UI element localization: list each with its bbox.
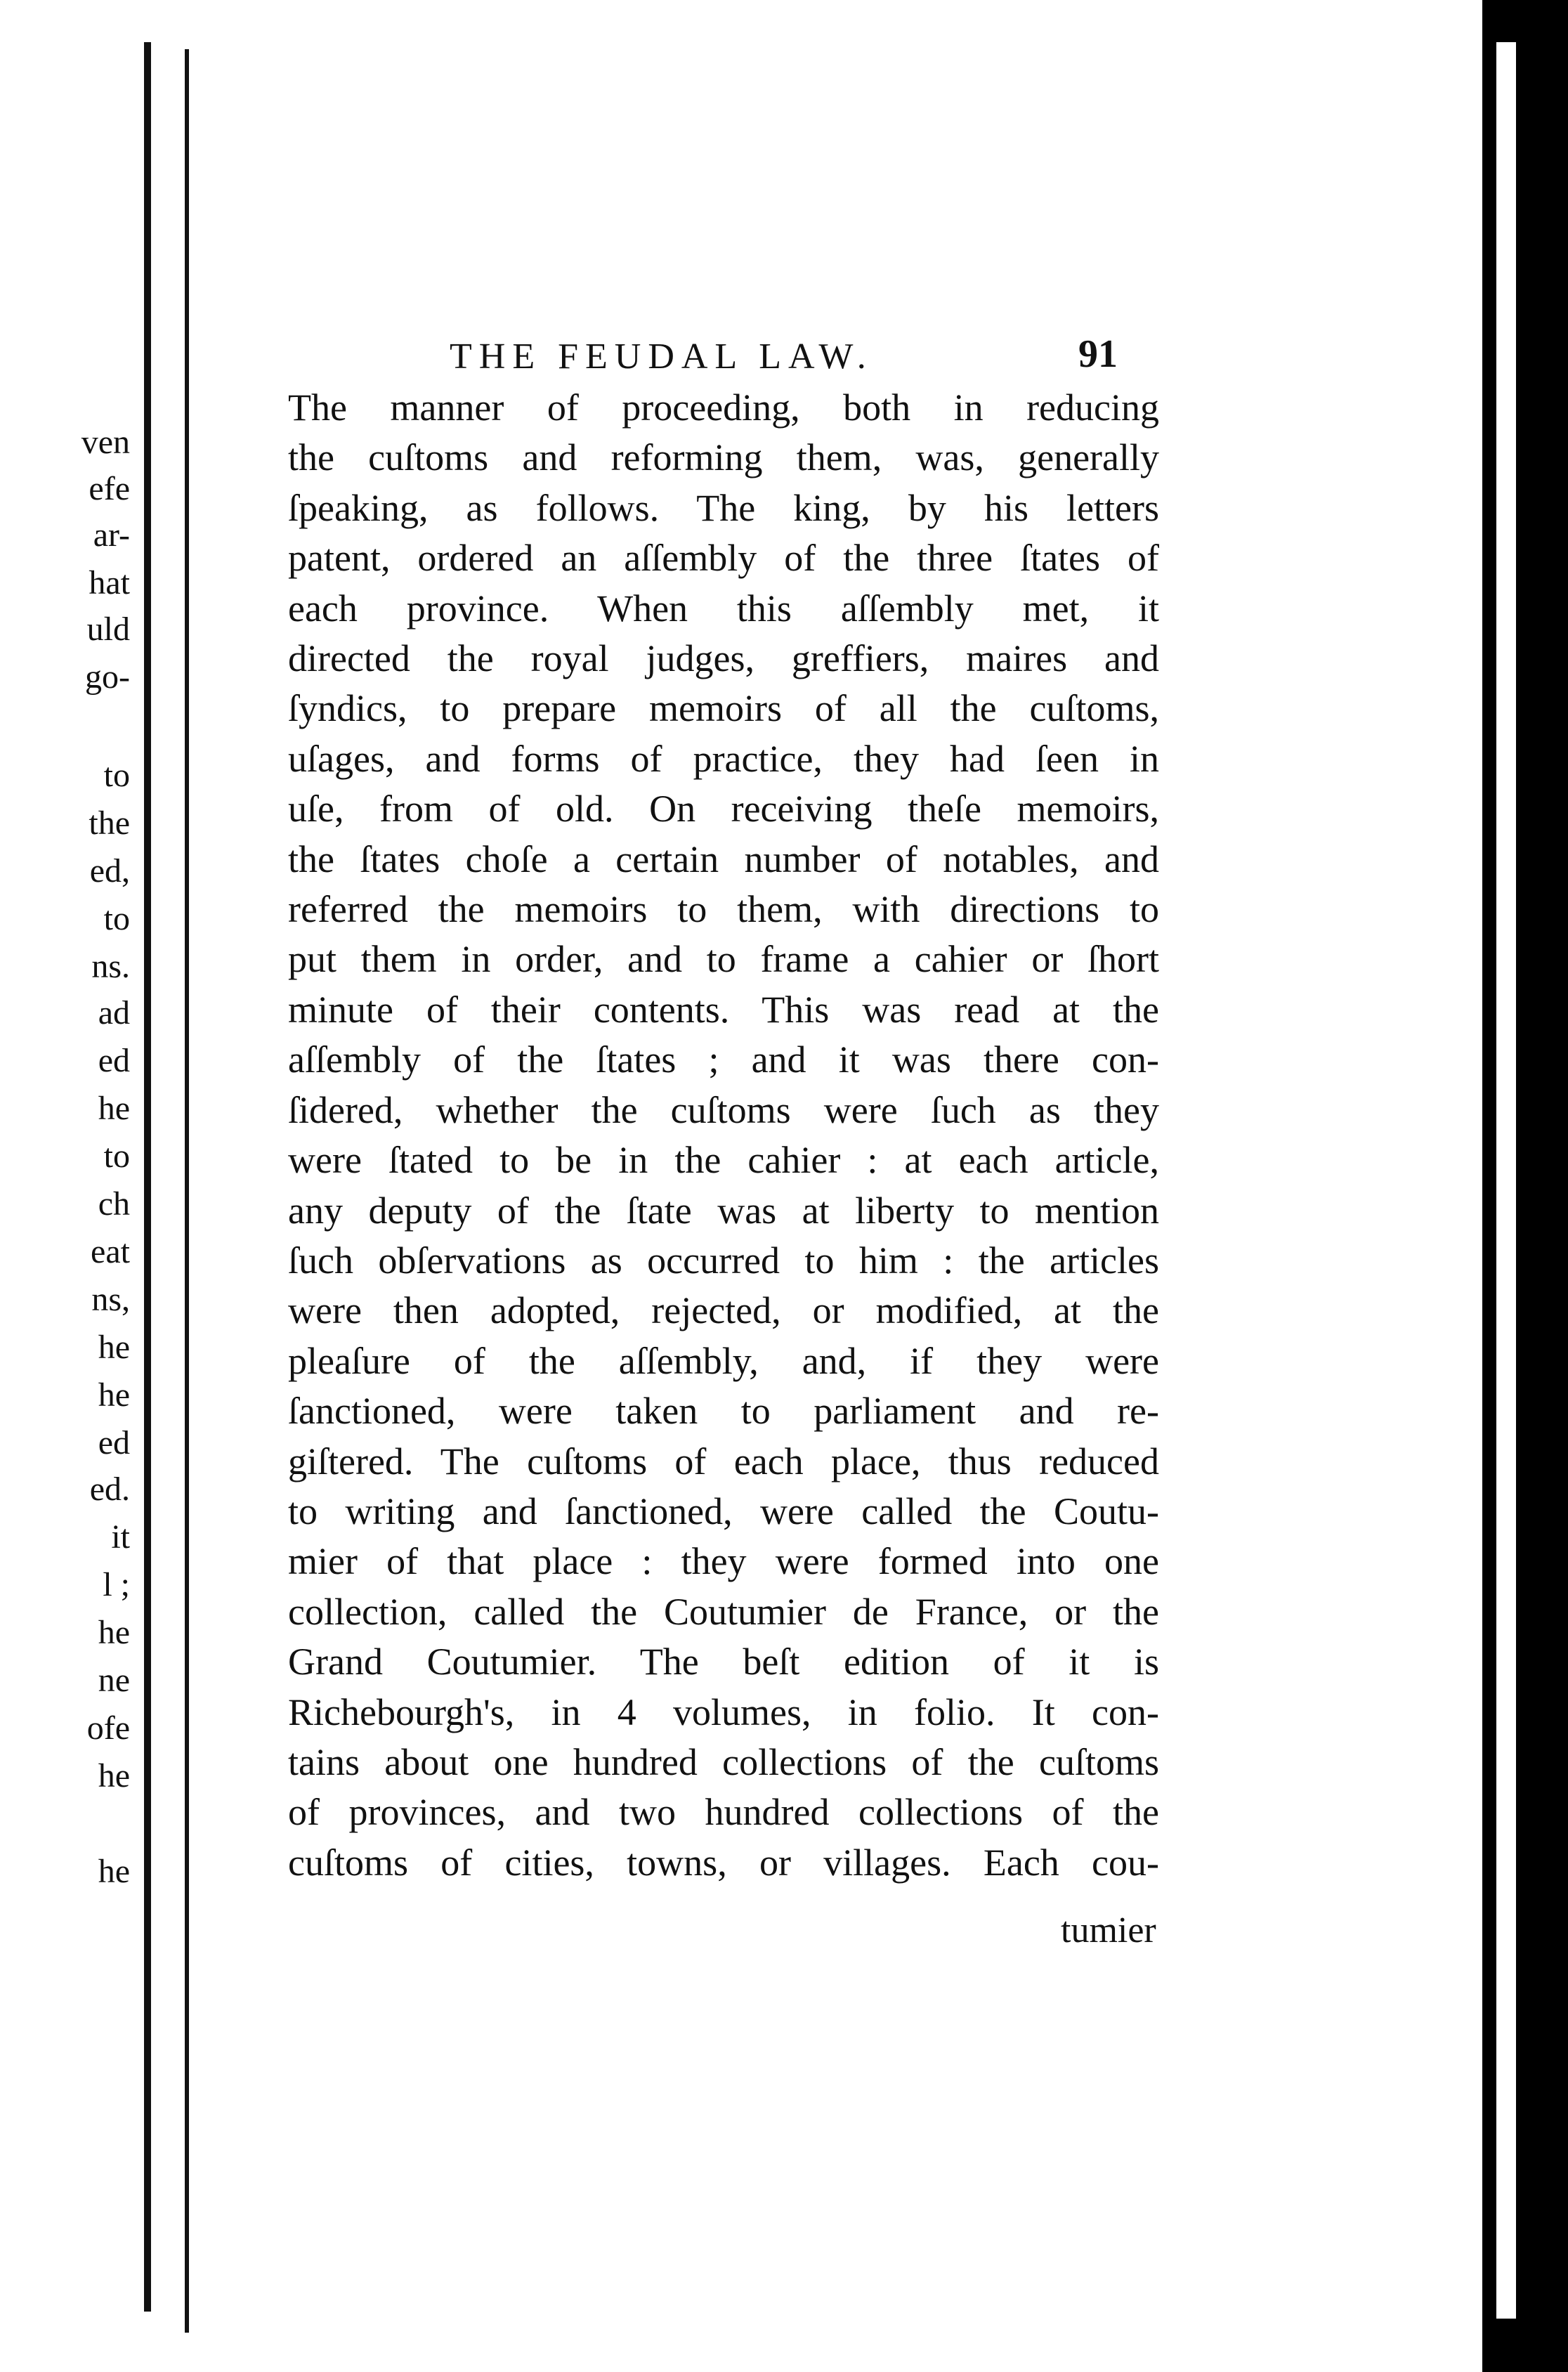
text-line: collection, called the Coutumier de France, or the	[288, 1590, 1159, 1633]
text-line: patent, ordered an aſſembly of the three ſtates of	[288, 537, 1159, 580]
text-line: ſidered, whether the cuſtoms were ſuch as they	[288, 1088, 1159, 1131]
facing-page-line-fragment: efe	[89, 470, 130, 507]
facing-page-line-fragment: ad	[98, 994, 130, 1031]
gutter	[151, 0, 185, 2372]
text-line: put them in order, and to frame a cahier or ſhort	[288, 938, 1159, 981]
facing-page-line-fragment: he	[98, 1090, 130, 1127]
facing-page-line-fragment: ed,	[89, 852, 130, 889]
page-number: 91	[1078, 332, 1118, 376]
facing-page-line-fragment: hat	[89, 564, 130, 601]
facing-page-line-fragment: he	[98, 1853, 130, 1890]
facing-page-line-fragment: ns,	[91, 1281, 130, 1318]
facing-page-line-fragment: ofe	[86, 1709, 130, 1747]
text-line: ſanctioned, were taken to parliament and re-	[288, 1390, 1159, 1433]
body-text	[288, 383, 1159, 1888]
facing-page-line-fragment: ns.	[91, 948, 130, 985]
catchword: tumier	[1061, 1910, 1156, 1950]
facing-page-line-fragment: ar-	[93, 516, 130, 554]
facing-page-line-fragment: go-	[85, 658, 130, 696]
running-head: THE FEUDAL LAW.	[450, 337, 873, 377]
facing-page-line-fragment: to	[103, 757, 130, 794]
text-line: tains about one hundred collections of the cuſtoms	[288, 1740, 1159, 1783]
text-line: any deputy of the ſtate was at liberty to mention	[288, 1189, 1159, 1232]
text-line: uſages, and forms of practice, they had ſeen in	[288, 737, 1159, 780]
text-line: each province. When this aſſembly met, it	[288, 587, 1159, 630]
facing-page-line-fragment: ed.	[89, 1471, 130, 1508]
facing-page-line-fragment: he	[98, 1614, 130, 1651]
facing-page-fragment	[0, 0, 151, 2372]
text-line: were then adopted, rejected, or modified, at the	[288, 1289, 1159, 1332]
text-line: uſe, from of old. On receiving theſe memoirs,	[288, 788, 1159, 830]
facing-page-line-fragment: he	[98, 1376, 130, 1414]
facing-page-line-fragment: the	[89, 804, 130, 842]
facing-page-line-fragment: to	[103, 900, 130, 937]
text-line: ſyndics, to prepare memoirs of all the cuſtoms,	[288, 687, 1159, 730]
text-line: referred the memoirs to them, with directions to	[288, 888, 1159, 931]
page-edge-shadow	[1482, 0, 1568, 2372]
text-line: were ſtated to be in the cahier : at each article,	[288, 1139, 1159, 1182]
page-edge-highlight	[1496, 42, 1516, 2319]
facing-page-line-fragment: to	[103, 1138, 130, 1175]
facing-page-line-fragment: ch	[98, 1185, 130, 1223]
facing-page-line-fragment: ed	[98, 1042, 130, 1079]
text-line: to writing and ſanctioned, were called the Coutu-	[288, 1490, 1159, 1532]
text-line: the ſtates choſe a certain number of notables, and	[288, 838, 1159, 880]
facing-page-line-fragment: ne	[98, 1662, 130, 1699]
facing-page-line-fragment: it	[111, 1518, 130, 1556]
text-line: mier of that place : they were formed into one	[288, 1540, 1159, 1583]
text-line: of provinces, and two hundred collections of the	[288, 1791, 1159, 1834]
text-line: cuſtoms of cities, towns, or villages. Each cou-	[288, 1841, 1159, 1884]
facing-page-line-fragment: he	[98, 1329, 130, 1366]
facing-page-line-fragment: ven	[81, 424, 130, 461]
facing-page-line-fragment: uld	[86, 611, 130, 648]
text-line: The manner of proceeding, both in reducing	[288, 386, 1159, 429]
facing-page-edge	[144, 42, 151, 2312]
text-line: ſuch obſervations as occurred to him : the articles	[288, 1239, 1159, 1282]
text-line: giſtered. The cuſtoms of each place, thus reduced	[288, 1440, 1159, 1482]
text-line: Grand Coutumier. The beſt edition of it is	[288, 1641, 1159, 1683]
facing-page-line-fragment: he	[98, 1757, 130, 1794]
text-line: ſpeaking, as follows. The king, by his letters	[288, 486, 1159, 529]
text-line: aſſembly of the ſtates ; and it was there con-	[288, 1038, 1159, 1081]
facing-page-line-fragment: eat	[91, 1233, 130, 1270]
text-line: Richebourgh's, in 4 volumes, in folio. It con-	[288, 1690, 1159, 1733]
facing-page-line-fragment: l ;	[103, 1566, 130, 1603]
text-line: minute of their contents. This was read at the	[288, 988, 1159, 1031]
facing-page-line-fragment: ed	[98, 1424, 130, 1461]
text-line: the cuſtoms and reforming them, was, generally	[288, 436, 1159, 479]
text-line: directed the royal judges, greffiers, maires and	[288, 637, 1159, 680]
text-line: pleaſure of the aſſembly, and, if they were	[288, 1339, 1159, 1382]
